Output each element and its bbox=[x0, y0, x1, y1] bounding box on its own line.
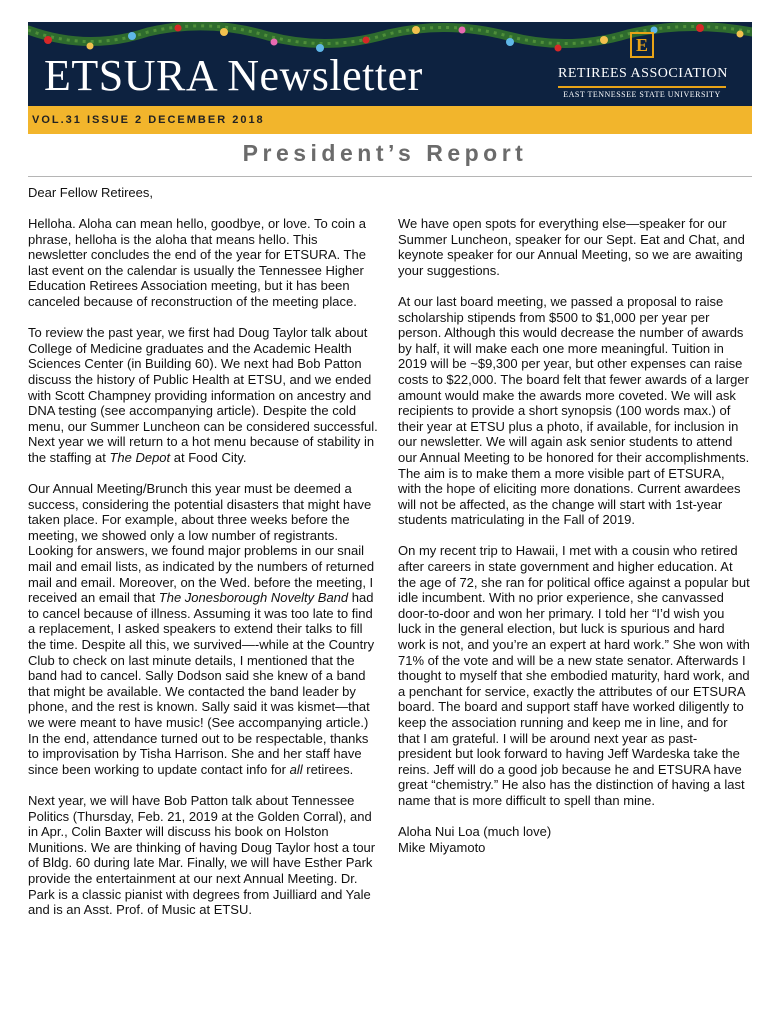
logo-association-name: RETIREES ASSOCIATION bbox=[558, 66, 728, 81]
paragraph: At our last board meeting, we passed a proposal to raise scholarship stipends from $500 to $1,000 per year per person. Although this would decrease the number of awards by half, it will make each one more meaningful. Tuition in 2019 will be ~$9,300 per year, but other expenses can raise costs to $22,000. The board felt that fewer awards of a larger amount would make the awards more coveted. We will ask recipients to provide a short synopsis (100 words max.) of their year at ETSU plus a photo, if available, for inclusion in our newsletter. We will again ask senior students to attend our Annual Meeting to be honored for their accomplishments. The aim is to make them a more visible part of ETSURA, with the hope of eliciting more donations. Current awardees will not be affected, as the change will start with 1st-year students matriculating in the Fall of 2019. bbox=[398, 293, 750, 528]
logo-divider bbox=[558, 86, 726, 88]
title-divider bbox=[28, 176, 752, 177]
report-title: President’s Report bbox=[242, 140, 528, 166]
issue-line: VOL.31 ISSUE 2 DECEMBER 2018 bbox=[32, 114, 265, 126]
masthead-banner bbox=[28, 22, 752, 106]
paragraph: We have open spots for everything else—speaker for our Summer Luncheon, speaker for our Sept. Eat and Chat, and keynote speaker for our Annual Meeting, so we are awaiting your suggestions. bbox=[398, 216, 745, 278]
closing: Aloha Nui Loa (much love) bbox=[398, 824, 552, 840]
paragraph: Our Annual Meeting/Brunch this year must be deemed a success, considering the potential disasters that might have taken place. For example, about three weeks before the meeting, we showed only a low number of registrants. Looking for answers, we found major problems in our snail mail and email lists, as indicated by the numbers of returned mail and email. Moreover, on the Wed. before the meeting, I received an email that The Jonesborough Novelty Band had to cancel because of illness. Assuming it was too late to find a replacement, I asked speakers to extend their talks to fill the time. Despite all this, we survived—-while at the Country Club to check on last minute details, I mentioned that the band had to cancel. Sally Dodson said she knew of a band that might be available. We contacted the band leader by phone, and the rest is known. Sally said it was kismet—that we were meant to have music! (See accompanying article.) In the end, attendance turned out to be respectable, thanks to improvisation by Tisha Harrison. She and her staff have since been working to update contact info for all retirees. bbox=[28, 481, 375, 777]
logo-university-name: EAST TENNESSEE STATE UNIVERSITY bbox=[563, 90, 721, 99]
newsletter-title: ETSURA Newsletter bbox=[44, 51, 423, 100]
paragraph: Helloha. Aloha can mean hello, goodbye, or love. To coin a phrase, helloha is the aloha that means hello. This newsletter concludes the end of the year for ETSURA. The last event on the calendar is usually the Tennessee Higher Education Retirees Association meeting, but it has been canceled because of reconstruction of the meeting place. bbox=[28, 216, 366, 309]
right-column bbox=[398, 216, 750, 855]
closing-block bbox=[398, 824, 750, 855]
issue-bar bbox=[28, 106, 752, 134]
paragraph: To review the past year, we first had Doug Taylor talk about College of Medicine graduates and the Academic Health Sciences Center (in Building 60). We next had Bob Patton discuss the history of Public Health at ETSU, and we ended with Scott Champney providing information on ancestry and DNA testing (see accompanying article). Despite the cold menu, our Summer Luncheon can be considered successful. Next year we will return to a hot menu because of stability in the staffing at The Depot at Food City. bbox=[28, 325, 378, 465]
etsu-retirees-logo bbox=[558, 32, 726, 102]
paragraph: On my recent trip to Hawaii, I met with a cousin who retired after careers in state government and higher education. At the age of 72, she ran for political office against a popular but idle incumbent. With no prior experience, she canvassed door-to-door and won her primary. I told her “I’d wish you luck in the general election, but luck is spurious and hard work is not, and you’re an expert at hard work.” She won with 71% of the vote and will be a new state senator. Afterwards I thought to myself that she embodied maturity, hard work, and a penchant for service, exactly the attributes of our ETSURA board. The board and support staff have worked diligently to keep the association running and keep me in line, and for that I am grateful. I will be around next year as past-president but look forward to having Jeff Wardeska take the reins. Jeff will do a good job because he and ETSURA have great “chemistry.” He also has the distinction of having a last name that is more difficult to spell than mine. bbox=[398, 543, 750, 808]
greeting: Dear Fellow Retirees, bbox=[28, 185, 153, 200]
left-column bbox=[28, 216, 380, 933]
etsu-e-emblem: E bbox=[630, 32, 654, 58]
paragraph: Next year, we will have Bob Patton talk about Tennessee Politics (Thursday, Feb. 21, 2019 at the Golden Corral), and in Apr., Colin Baxter will discuss his book on Holston Munitions. We are thinking of having Doug Taylor host a tour of Bldg. 60 during late Mar. Finally, we will have Esther Park provide the entertainment at our next Annual Meeting. Dr. Park is a classic pianist with degrees from Juilliard and Yale and is an Asst. Prof. of Music at ETSU. bbox=[28, 792, 376, 918]
signature: Mike Miyamoto bbox=[398, 839, 486, 855]
